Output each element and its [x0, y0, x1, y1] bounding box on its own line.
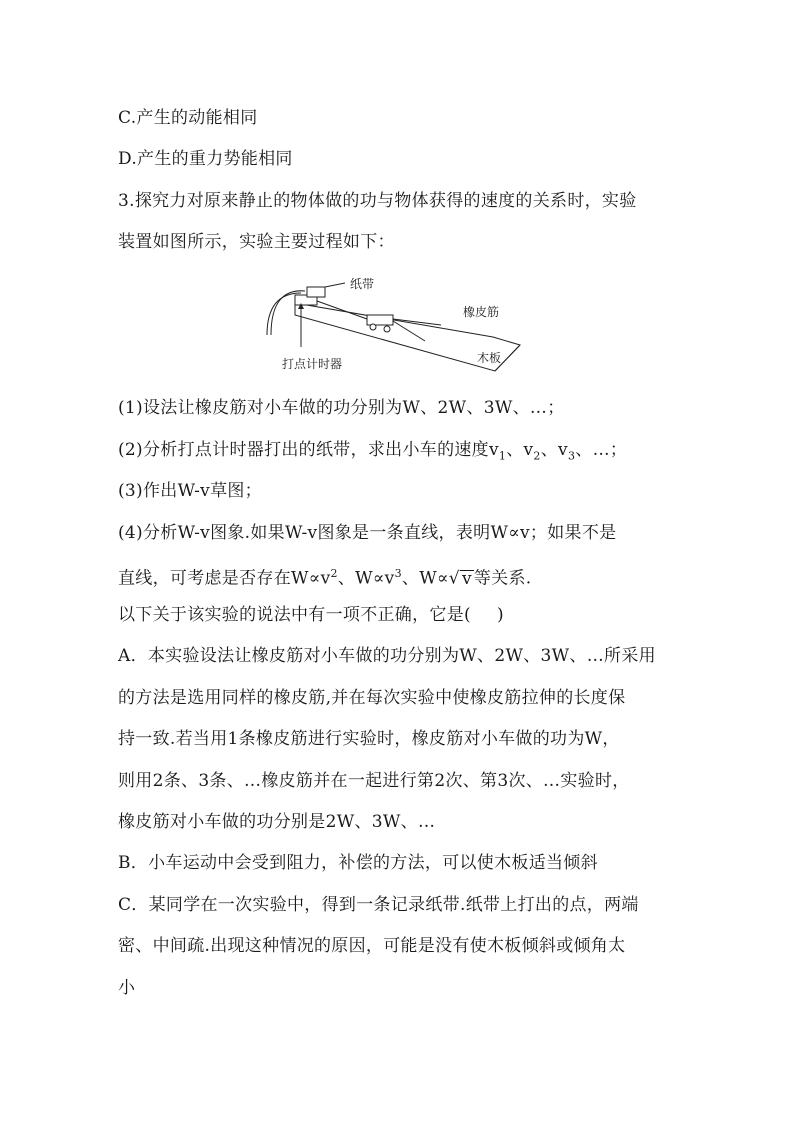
- option-a-line-2: 的方法是选用同样的橡皮筋,并在每次实验中使橡皮筋拉伸的长度保: [118, 688, 626, 708]
- label-rubber-band: 橡皮筋: [463, 305, 500, 319]
- option-c-line-2: 密、中间疏.出现这种情况的原因，可能是没有使木板倾斜或倾角太: [118, 936, 626, 956]
- step-1: (1)设法让橡皮筋对小车做的功分别为W、2W、3W、…；: [118, 398, 565, 418]
- option-a-line-4: 则用2条、3条、…橡皮筋并在一起进行第2次、第3次、…实验时，: [118, 771, 630, 791]
- option-a-line-5: 橡皮筋对小车做的功分别是2W、3W、…: [118, 812, 436, 832]
- question-3-stem: 3.探究力对原来静止的物体做的功与物体获得的速度的关系时，实验: [118, 191, 637, 211]
- step-3: (3)作出W-v草图；: [118, 481, 262, 501]
- option-c-line-1: C．某同学在一次实验中，得到一条记录纸带.纸带上打出的点，两端: [118, 895, 639, 915]
- question-prompt: 以下关于该实验的说法中有一项不正确，它是( ): [118, 605, 504, 625]
- label-paper-tape: 纸带: [350, 277, 375, 291]
- label-wooden-board: 木板: [477, 351, 502, 365]
- step-2: (2)分析打点计时器打出的纸带，求出小车的速度$v_1$、$v_2$、$v_3$、…；: [118, 440, 628, 463]
- option-d-previous: D.产生的重力势能相同: [118, 149, 293, 169]
- step-4: (4)分析W-v图象.如果W-v图象是一条直线，表明W∝v；如果不是: [118, 523, 617, 543]
- option-c-line-3: 小: [118, 978, 136, 998]
- experiment-apparatus-figure: [255, 275, 535, 375]
- option-c-previous: C.产生的动能相同: [118, 108, 258, 128]
- option-a-line-1: A．本实验设法让橡皮筋对小车做的功分别为W、2W、3W、…所采用: [118, 646, 656, 666]
- label-timer: 打点计时器: [282, 357, 343, 371]
- step-4-cont: 直线，可考虑是否存在$W\propto v^2$、$W\propto v^3$、W∝√ v 等关系.: [118, 567, 532, 589]
- option-a-line-3: 持一致.若当用1条橡皮筋进行实验时，橡皮筋对小车做的功为W，: [118, 729, 620, 749]
- question-3-stem-cont: 装置如图所示，实验主要过程如下：: [118, 232, 395, 252]
- option-b-line-1: B．小车运动中会受到阻力，补偿的方法，可以使木板适当倾斜: [118, 853, 598, 873]
